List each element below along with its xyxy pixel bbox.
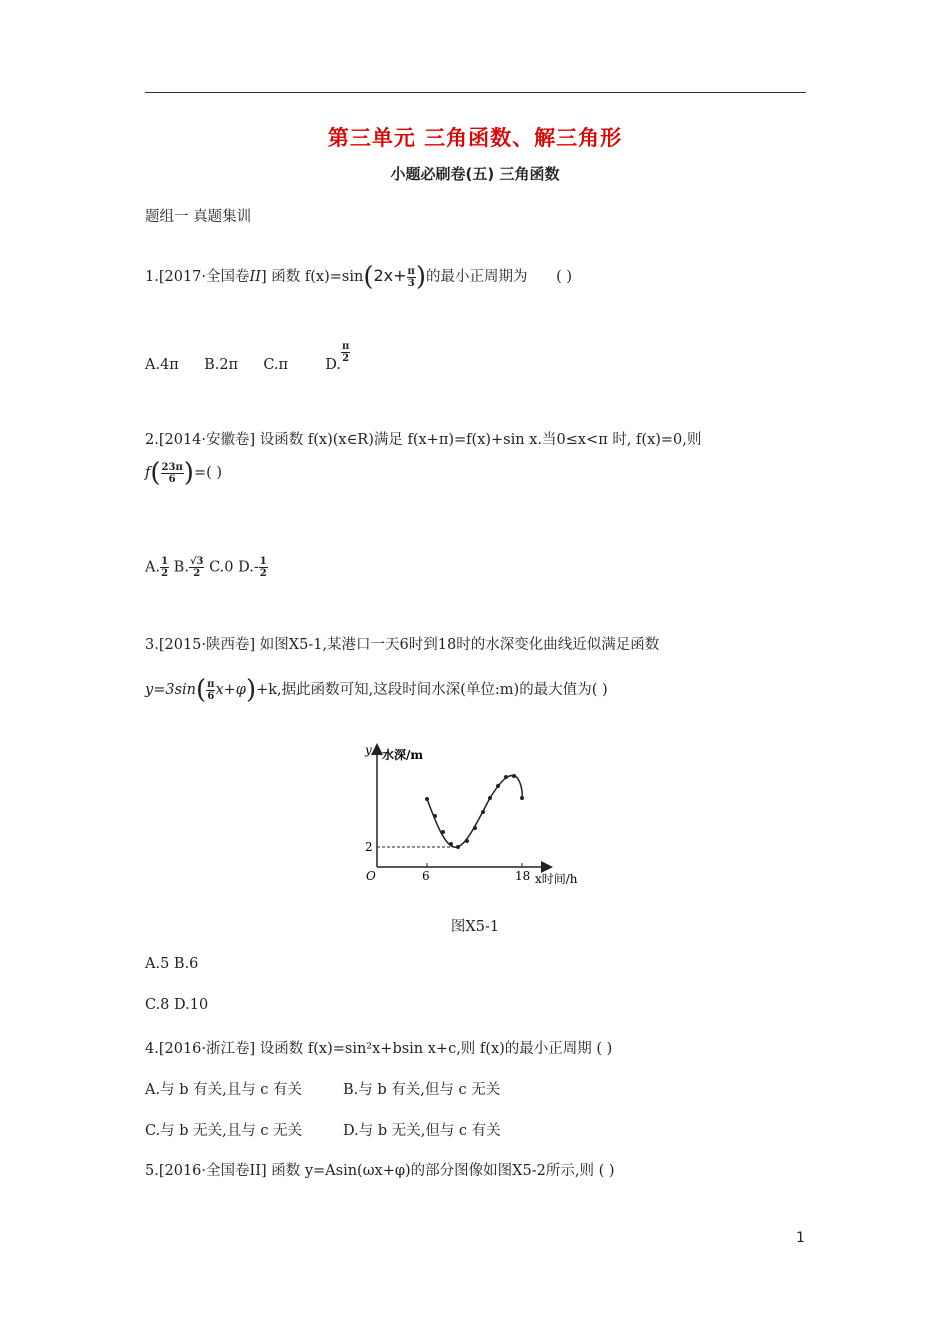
paper-subtitle: 小题必刷卷(五) 三角函数 [390,165,560,183]
data-points [425,774,524,849]
q3-options-line2: C.8 D.10 [145,997,209,1013]
q4-option-c: C.与 b 无关,且与 c 无关 [145,1123,303,1139]
figure-caption: 图X5-1 [450,919,500,935]
q1-arg-prefix: 2x+ [373,266,407,285]
data-point [465,839,469,843]
tick-y-2: 2 [365,840,373,854]
q2-option-a-fraction: $\frac{1}{2}$ [161,556,169,579]
q2-options [145,556,268,579]
q1-lead-roman: II [249,269,261,285]
q1-option-c: C.π [263,357,289,373]
q4-options-row2 [145,1119,501,1140]
q1-option-a: A.4π [145,357,179,373]
data-point [441,830,445,834]
q2-option-b-fraction: $\frac{√3}{2}$ [189,556,204,579]
page-number: 1 [796,1230,805,1246]
y-axis-letter: y [365,743,372,757]
tick-x-18: 18 [515,869,531,883]
data-point [520,796,524,800]
data-point [473,826,477,830]
q3-line2-pre: y=3sin [145,682,196,698]
q4-options-row1 [145,1078,500,1099]
q3-arg-var: x+φ [215,682,246,698]
q4-option-a: A.与 b 有关,且与 c 有关 [145,1082,303,1098]
q2-option-d: D.- [238,559,259,576]
depth-curve [427,775,522,847]
q5-line: 5.[2016·全国卷II] 函数 y=Asin(ωx+φ)的部分图像如图X5-2所示,则 ( ) [145,1163,615,1179]
q2-option-c: C.0 [209,559,234,576]
q3-line1: 3.[2015·陕西卷] 如图X5-1,某港口一天6时到18时的水深变化曲线近似满足函数 [145,637,660,653]
q4-option-b: B.与 b 有关,但与 c 无关 [343,1082,501,1098]
data-point [512,774,516,778]
q3-line2-post: +k,据此函数可知,这段时间水深(单位:m)的最大值为( ) [256,682,608,698]
q2-option-b: B. [173,559,189,576]
q1-arg-fraction: $\frac{\pi}{3}$ [407,265,415,289]
q1-lead-close: ] 函数 [260,269,301,285]
data-point [496,784,500,788]
q1-options [145,341,350,380]
q2-line1: 2.[2014·安徽卷] 设函数 f(x)(x∈R)满足 f(x+π)=f(x)+sin x.当0≤x<π 时, f(x)=0,则 [145,432,702,448]
question-1: 1.[2017·全国卷II] 函数 f(x)=sin(2x+ $\frac{\pi}{3}$ )的最小正周期为 ( ) [145,262,573,292]
q1-tail: 的最小正周期为 [426,269,528,285]
tick-x-6: 6 [422,869,430,883]
water-depth-figure [360,740,600,890]
q1-blank: ( ) [556,269,573,285]
q3-line2: y=3sin( $\frac{\pi}{6}$ x+φ)+k,据此函数可知,这段时间水深(单位:m)的最大值为( ) [145,675,608,705]
q1-lead: 1.[2017·全国卷 [145,269,250,285]
q1-func: f(x)=sin [304,269,364,285]
x-axis-label: x时间/h [535,872,578,886]
data-point [449,842,453,846]
q4-line: 4.[2016·浙江卷] 设函数 f(x)=sin²x+bsin x+c,则 f(x)的最小正周期 ( ) [145,1041,613,1057]
origin-label: O [366,869,376,883]
q2-arg-fraction: $\frac{23\pi}{6}$ [161,461,183,485]
data-point [433,814,437,818]
q3-arg-fraction: $\frac{\pi}{6}$ [207,678,215,702]
data-point [425,797,429,801]
q2-option-a: A. [145,559,161,576]
q1-option-d: D. [325,357,341,373]
data-point [504,775,508,779]
q2-option-d-fraction: $\frac{1}{2}$ [259,556,267,579]
q3-options-line1: A.5 B.6 [145,956,199,972]
data-point [488,796,492,800]
q2-line2: f( $\frac{23\pi}{6}$ )=( ) [145,458,223,488]
unit-title: 第三单元 三角函数、解三角形 [327,126,623,150]
data-point [481,810,485,814]
q1-option-b: B.2π [204,357,239,373]
y-axis-label: 水深/m [382,748,424,762]
q2-tail: =( ) [193,465,223,481]
group-label: 题组一 真题集训 [145,209,252,225]
q1-option-d-fraction: $\frac{\pi}{2}$ [341,341,350,364]
header-rule [145,92,806,93]
data-point [456,845,460,849]
q4-option-d: D.与 b 无关,但与 c 有关 [343,1123,501,1139]
q2-f: f [145,465,151,481]
